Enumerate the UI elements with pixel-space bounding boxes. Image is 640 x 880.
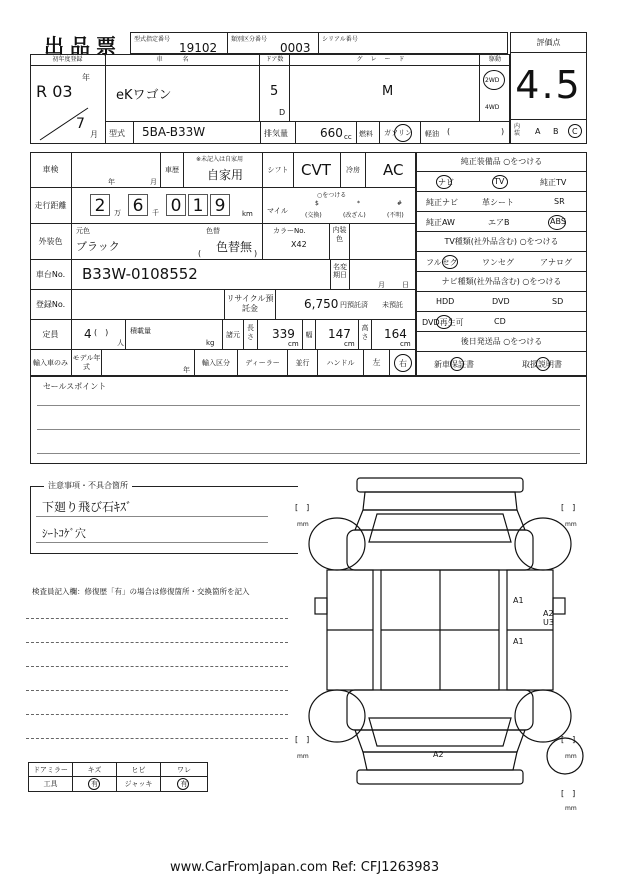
- model-year-label: モデル年式: [72, 350, 102, 376]
- equip-genuine-tv: 純正TV: [540, 178, 567, 187]
- doors-label: ドア数: [260, 54, 289, 66]
- genuine-row2: [416, 192, 587, 212]
- length-value: 339: [272, 327, 295, 341]
- damage-mark: A1: [513, 637, 524, 646]
- repaint-value: 色替無: [216, 240, 253, 254]
- navi-cd: CD: [494, 317, 506, 326]
- footer-ref: Ref: CFJ1263983: [331, 860, 440, 875]
- mm-label: [ ]: [295, 735, 310, 744]
- docs-manual-circle: [536, 357, 550, 371]
- handle-label: ハンドル: [318, 350, 364, 376]
- orig-color-label: 元色: [76, 227, 90, 235]
- fuel-light-oil: 軽油: [425, 130, 439, 138]
- mm-label: mm: [297, 753, 309, 760]
- meter-opt-star: *: [357, 200, 360, 207]
- meter-cell: [262, 188, 416, 224]
- interior-label: 内装: [514, 123, 521, 137]
- meter-opt-dollar-sub: (交換): [305, 212, 322, 219]
- inspector-label: 検査員記入欄：修復歴「有」の場合は修復箇所・交換箇所を記入: [32, 587, 250, 596]
- navi-dvd: DVD: [492, 297, 510, 306]
- equip-navi: ナビ: [438, 178, 454, 187]
- name-change-day: 日: [402, 281, 409, 289]
- inspection-label: 車検: [30, 152, 72, 188]
- car-damage-diagram: [285, 470, 595, 815]
- reg-label: 登録No.: [30, 290, 72, 320]
- sales-point-box: [30, 376, 587, 464]
- parallel-label: 並行: [288, 350, 318, 376]
- serial-box: [318, 32, 508, 54]
- model-year-unit: 年: [183, 366, 190, 374]
- sales-line: [37, 453, 580, 454]
- first-reg-label: 初年度登録: [30, 54, 105, 66]
- sales-line: [37, 405, 580, 406]
- damage-mark: A1: [513, 596, 524, 605]
- tv-oneseg: ワンセグ: [482, 258, 514, 267]
- ac-value: AC: [383, 161, 404, 179]
- fuel-light-cell: [420, 122, 510, 144]
- genuine-title: 純正装備品 ○をつける: [416, 152, 587, 172]
- legend-tools-yes: 有: [73, 777, 117, 791]
- docs-manual: 取扱説明書: [522, 360, 562, 369]
- navi-title: ナビ種類(社外品含む) ○をつける: [416, 272, 587, 292]
- docs-title: 後日発送品 ○をつける: [416, 332, 587, 352]
- handle-left: 左: [364, 350, 390, 376]
- model-code-box: [130, 32, 228, 54]
- score-value: 4.5: [515, 63, 582, 107]
- width-unit: cm: [344, 340, 355, 348]
- score-label: 評価点: [511, 33, 586, 53]
- color-no-label: カラーNo.: [273, 227, 306, 235]
- legend-jack: ジャッキ: [117, 777, 161, 791]
- width-label: 幅: [302, 320, 316, 350]
- inspector-line: [26, 642, 288, 643]
- docs-warranty: 新車保証書: [434, 360, 474, 369]
- navi-row1: [416, 292, 587, 312]
- recycle-unpaid: 未預託: [382, 301, 403, 309]
- inspection-year-unit: 年: [108, 178, 115, 186]
- displacement-label: 排気量: [264, 129, 288, 138]
- inspector-line: [26, 666, 288, 667]
- capacity-paren: ( ): [94, 328, 109, 337]
- damage-mark: U3: [543, 618, 554, 627]
- class-code-value: 0003: [280, 41, 311, 55]
- color-no-cell: [262, 224, 330, 260]
- length-label: 長さ: [244, 320, 258, 350]
- drive-label: 駆動: [480, 54, 510, 66]
- mileage-sen: 千: [152, 209, 159, 217]
- mileage-digit: 0: [166, 194, 186, 216]
- recycle-value: 6,750: [304, 297, 339, 311]
- inspection-month-unit: 月: [150, 178, 157, 186]
- tv-fullseg-circle: [442, 255, 458, 269]
- meter-opt-hash: #: [397, 200, 403, 207]
- history-label: 車歴: [160, 152, 184, 188]
- fuel-label-cell: [356, 122, 380, 144]
- mileage-unit: km: [242, 210, 253, 218]
- drive-2wd: 2WD: [485, 77, 500, 84]
- navi-dvd-play-circle: [436, 315, 452, 329]
- tv-title: TV種類(社外品含む) ○をつける: [416, 232, 587, 252]
- fuel-paren-close: ): [501, 127, 505, 136]
- interior-c: C: [572, 127, 578, 136]
- type-label: 型式: [109, 129, 125, 138]
- interior-color-label: 内装色: [330, 224, 350, 260]
- notes-box: [30, 486, 298, 554]
- recycle-label: リサイクル預託金: [224, 290, 276, 320]
- height-value: 164: [384, 327, 407, 341]
- meter-note: ○をつける: [317, 192, 347, 199]
- mileage-digit: 2: [90, 194, 110, 216]
- displacement-label-cell: [260, 122, 296, 144]
- mileage-digit: 1: [188, 194, 208, 216]
- first-reg-year-unit: 年: [82, 73, 90, 82]
- docs-row: [416, 352, 587, 376]
- type-value: 5BA-B33W: [142, 125, 206, 139]
- mm-label: [ ]: [561, 789, 576, 798]
- repaint-paren-open: (: [198, 249, 202, 258]
- height-label: 高さ: [358, 320, 372, 350]
- shift-value: CVT: [301, 161, 331, 179]
- navi-row2: [416, 312, 587, 332]
- import-label: 輸入車のみ: [30, 350, 72, 376]
- color-no-value: X42: [291, 240, 307, 249]
- notes-label: 注意事項・不具合箇所: [44, 480, 132, 491]
- legend-scratch: キズ: [73, 763, 117, 777]
- legend-jack-yes: 有: [180, 780, 188, 788]
- first-reg-month-value: 7: [76, 116, 85, 132]
- ac-label: 冷房: [340, 152, 366, 188]
- grade-label: グレード: [290, 54, 479, 66]
- mileage-label: 走行距離: [30, 188, 72, 224]
- legend-tools: 工具: [29, 777, 73, 791]
- fuel-label: 燃料: [359, 130, 373, 138]
- width-value: 147: [328, 327, 351, 341]
- grade-cell: [290, 54, 480, 122]
- interior-a: A: [535, 127, 541, 136]
- mm-label: mm: [565, 521, 577, 528]
- fuel-gasoline: ガソリン: [384, 129, 412, 137]
- history-value: 自家用: [207, 168, 244, 182]
- mileage-digit: 9: [210, 194, 230, 216]
- tv-analog: アナログ: [540, 258, 572, 267]
- car-name-label: 車名: [106, 54, 259, 66]
- load-unit: kg: [206, 339, 215, 347]
- legend-break: ワレ: [177, 766, 191, 774]
- equip-navi-circle: [436, 175, 452, 189]
- color-value: ブラック: [76, 240, 120, 253]
- footer-site[interactable]: www.CarFromJapan.com: [170, 860, 328, 875]
- type-label-cell: [106, 122, 134, 144]
- genuine-row3: [416, 212, 587, 232]
- first-reg-month-unit: 月: [90, 130, 98, 139]
- model-code-label: 型式指定番号: [134, 36, 171, 43]
- length-unit: cm: [288, 340, 299, 348]
- inspector-line: [26, 618, 288, 619]
- history-note: ※未記入は自家用: [196, 156, 244, 163]
- equip-tv-circle: [492, 175, 508, 189]
- interior-b: B: [553, 127, 559, 136]
- inspector-line: [26, 714, 288, 715]
- mm-label: [ ]: [295, 503, 310, 512]
- dealer-label: ディーラー: [238, 350, 288, 376]
- serial-label: シリアル番号: [322, 36, 358, 43]
- equip-sr: SR: [554, 197, 565, 206]
- equip-airbag: エアB: [488, 218, 510, 227]
- mileage-digits: [90, 194, 260, 220]
- fuel-paren-open: (: [447, 127, 451, 136]
- meter-label: マイル: [267, 207, 288, 215]
- inspector-line: [26, 738, 288, 739]
- legend-tools-circle: [88, 778, 100, 790]
- door-type: D: [279, 108, 286, 117]
- doors-cell: [260, 54, 290, 122]
- notes-line-1: 下廻り飛び石ｷｽﾞ: [42, 500, 133, 514]
- repaint-label: 色替: [206, 227, 220, 235]
- name-change-month: 月: [378, 281, 385, 289]
- equip-genuine-aw: 純正AW: [426, 218, 455, 227]
- equip-tv: TV: [494, 177, 505, 186]
- mm-label: [ ]: [561, 503, 576, 512]
- capacity-unit: 人: [117, 339, 124, 347]
- legend-crack: ヒビ: [117, 763, 161, 777]
- height-unit: cm: [400, 340, 411, 348]
- tv-row: [416, 252, 587, 272]
- equip-abs: ABS: [550, 217, 566, 226]
- tv-fullseg: フルセグ: [426, 258, 458, 267]
- sales-line: [37, 429, 580, 430]
- mileage-digit: 6: [128, 194, 148, 216]
- chassis-label: 車台No.: [30, 260, 72, 290]
- chassis-value: B33W-0108552: [82, 265, 198, 283]
- legend-jack-circle: [177, 778, 189, 790]
- equip-leather: 革シート: [482, 198, 514, 207]
- drive-cell: [480, 54, 510, 122]
- notes-rule: [36, 516, 268, 517]
- capacity-label: 定員: [30, 320, 72, 350]
- displacement-value: 660: [320, 126, 343, 140]
- grade-value: M: [382, 84, 394, 99]
- navi-sd: SD: [552, 297, 564, 306]
- recycle-paid: 円預託済: [340, 301, 368, 309]
- doors-value: 5: [270, 84, 279, 99]
- meter-opt-hash-sub: (不明): [387, 212, 404, 219]
- mm-label: [ ]: [561, 735, 576, 744]
- load-cell: [125, 320, 222, 350]
- mm-label: mm: [565, 805, 577, 812]
- class-code-label: 類別区分番号: [231, 36, 268, 43]
- damage-mark: A2: [433, 750, 444, 759]
- navi-hdd: HDD: [436, 297, 455, 306]
- class-code-box: [227, 32, 319, 54]
- repaint-paren-close: ): [254, 249, 258, 258]
- damage-mark: A2: [543, 609, 554, 618]
- fuel-gasoline-circle: [394, 124, 412, 142]
- equip-genuine-navi: 純正ナビ: [426, 198, 458, 207]
- model-code-value: 19102: [179, 41, 218, 55]
- drive-2wd-circle: [483, 70, 505, 90]
- drive-4wd: 4WD: [485, 104, 500, 111]
- score-box: [510, 32, 587, 144]
- car-name-cell: [106, 54, 260, 122]
- genuine-row1: [416, 172, 587, 192]
- displacement-unit: cc: [344, 133, 352, 141]
- color-label: 外装色: [30, 224, 72, 260]
- first-reg-era: R 03: [36, 82, 73, 101]
- sales-point-label: セールスポイント: [43, 382, 107, 391]
- load-label: 積載量: [130, 327, 151, 335]
- mileage-man: 万: [114, 209, 121, 217]
- interior-row: [511, 119, 586, 143]
- docs-warranty-circle: [450, 357, 464, 371]
- footer: [170, 860, 500, 875]
- import-class-label: 輸入区分: [194, 350, 238, 376]
- car-name-value: eKワゴン: [116, 88, 172, 103]
- handle-right-circle: [394, 354, 412, 372]
- sheet-title: 出品票: [44, 34, 122, 58]
- mm-label: mm: [565, 753, 577, 760]
- equip-abs-circle: [548, 215, 566, 230]
- mm-label: mm: [297, 521, 309, 528]
- notes-line-2: ｼｰﾄｺｹﾞ穴: [42, 527, 86, 540]
- navi-dvd-play: DVD再生可: [422, 318, 464, 327]
- legend-table: [28, 762, 208, 792]
- meter-opt-dollar: $: [315, 200, 319, 207]
- handle-right: 右: [399, 359, 407, 368]
- interior-c-circle: [568, 124, 582, 138]
- notes-rule: [36, 542, 268, 543]
- name-change-label: 名変期日: [330, 260, 350, 290]
- capacity-value: 4: [84, 327, 92, 341]
- shift-label: シフト: [262, 152, 294, 188]
- legend-mirror: ドアミラー: [29, 763, 73, 777]
- size-label: 諸元: [222, 320, 244, 350]
- inspector-line: [26, 690, 288, 691]
- meter-opt-star-sub: (改ざん): [343, 212, 366, 219]
